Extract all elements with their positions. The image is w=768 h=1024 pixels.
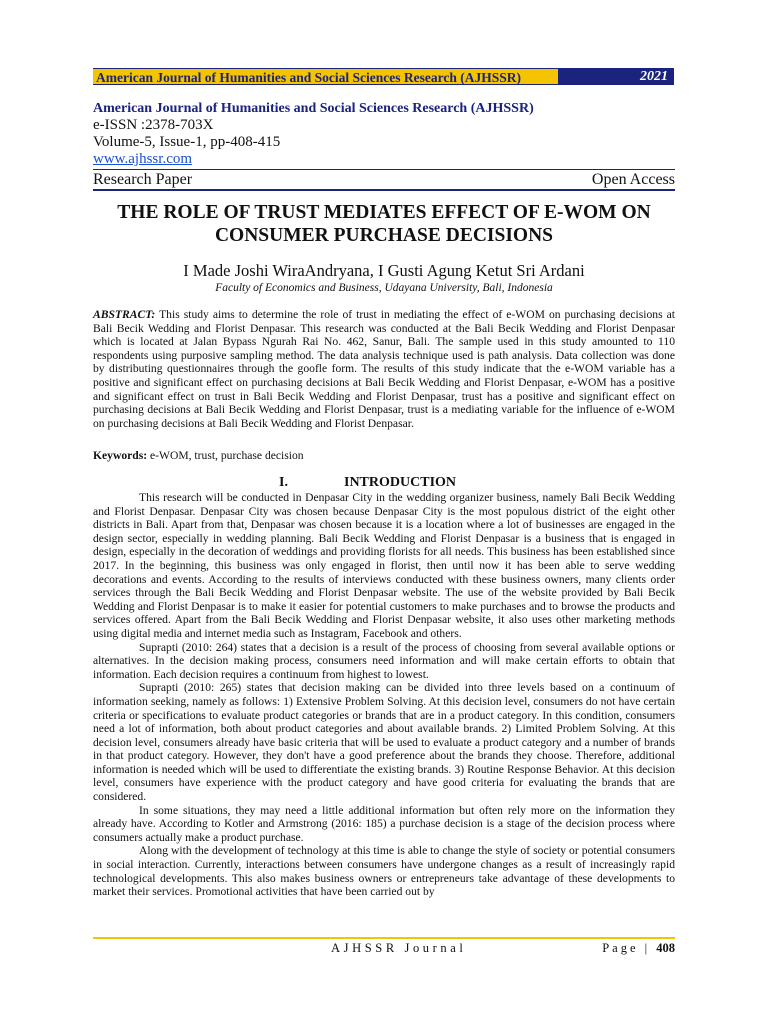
footer-journal: AJHSSR Journal: [331, 941, 467, 955]
abstract: [93, 308, 675, 430]
abstract-label: ABSTRACT:: [93, 308, 156, 321]
paper-type: Research Paper: [93, 171, 193, 188]
paragraph: Suprapti (2010: 265) states that decision making can be divided into three levels based on a continuum of information seeking, namely as follows: 1) Extensive Problem Solving. At this decision level, consumers do not have certain criteria or specifications to evaluate product categories or brands that are in a product category. In this condition, consumers need a lot of information, both about product categories and about available brands. 2) Limited Problem Solving. At this decision level, consumers already have basic criteria that will be used to evaluate a product category and a number of brands in that product category. However, they don't have a good preference about the brands they choose. Therefore, additional information is needed which will be used to differentiate the existing brands. 3) Routine Response Behavior. At this decision level, consumers have experience with the product category and have good criteria for evaluating the brands that are considered.: [93, 681, 675, 804]
running-header: [93, 68, 674, 85]
section-title: INTRODUCTION: [344, 475, 457, 490]
keywords: [93, 449, 675, 463]
paper-authors: I Made Joshi WiraAndryana, I Gusti Agung Ketut Sri Ardani: [183, 261, 585, 280]
running-header-year: 2021: [558, 68, 674, 85]
paragraph: In some situations, they may need a little additional information but often rely more on the information they already have. According to Kotler and Armstrong (2016: 185) a purchase decision is a stage of the decision process where consumers actually make a product purchase.: [93, 803, 675, 844]
footer-page: [602, 941, 675, 956]
paper-title-line-2: CONSUMER PURCHASE DECISIONS: [214, 225, 554, 246]
paper-title: [70, 201, 698, 247]
footer-divider: [93, 937, 675, 939]
keywords-text: e-WOM, trust, purchase decision: [147, 449, 304, 462]
paper-title-line-1: THE ROLE OF TRUST MEDIATES EFFECT OF E-WOM ON: [117, 202, 651, 223]
introduction-body: [93, 491, 675, 899]
access-type: Open Access: [591, 171, 675, 188]
masthead-volume: Volume-5, Issue-1, pp-408-415: [93, 134, 281, 150]
footer-page-label: Page |: [602, 941, 651, 955]
section-number: I.: [279, 475, 288, 490]
journal-website-link[interactable]: www.ajhssr.com: [93, 151, 193, 167]
paragraph: This research will be conducted in Denpasar City in the wedding organizer business, namely Bali Becik Wedding and Florist Denpasar. Denpasar City was chosen because Denpasar City is the most populous district of the eight other districts in Bali. Apart from that, Denpasar was chosen because it is a location where a lot of businesses are engaged in the design sector, especially in wedding planning. Bali Becik Wedding and Florist Denpasar is a business that is engaged in design, especially in the decoration of weddings and providing florists for all needs. This business has been established since 2017. In the beginning, this business was only engaged in florist, then until now it has been able to serve wedding decorations and events. According to the results of interviews conducted with these business owners, many clients order services through the Bali Becik Wedding and Florist Denpasar website. The use of the website provided by Bali Becik Wedding and Florist Denpasar is to make it easier for potential customers to make purchases and to browse the products and services offered. Apart from the Bali Becik Wedding and Florist Denpasar website, it also uses other marketing methods using digital media and internet media such as Instagram, Facebook and others.: [93, 491, 675, 640]
paragraph: Along with the development of technology at this time is able to change the style of society or potential consumers in social interaction. Currently, interactions between consumers have undergone changes as a result of increasingly rapid technological developments. This also makes business owners or entrepreneurs take advantage of these developments to market their services. Promotional activities that have been carried out by: [93, 844, 675, 899]
masthead: [93, 100, 675, 191]
paper-affiliation: Faculty of Economics and Business, Udayana University, Bali, Indonesia: [215, 282, 553, 294]
paragraph: Suprapti (2010: 264) states that a decision is a result of the process of choosing from several available options or alternatives. In the decision making process, consumers need information and will make certain efforts to obtain that information. Each decision requires a continuum from highest to lowest.: [93, 640, 675, 681]
eissn-value: 2378-703X: [145, 117, 214, 133]
running-header-journal: American Journal of Humanities and Social Sciences Research (AJHSSR): [93, 68, 558, 85]
abstract-text: This study aims to determine the role of trust in mediating the effect of e-WOM on purchasing decisions at Bali Becik Wedding and Florist Denpasar. This research was conducted at the Bali Becik Wedding and Florist Denpasar which is located at Jalan Bypass Ngurah Rai No. 462, Sanur, Bali. The sample used in this study amounted to 110 respondents using purposive sampling method. The data analysis technique used is path analysis. Data collection was done by distributing questionnaires through the goofle form. The results of this study indicate that the e-WOM variable has a positive and significant effect on purchasing decisions at Bali Becik Wedding and Florist Denpasar, e-WOM has a positive and significant effect on trust in Bali Becik Wedding and Florist Denpasar, trust has a positive and significant effect on purchasing decisions at Bali Becik Wedding and Florist Denpasar, trust is a mediating variable for the influence of e-WOM on purchasing decisions at Bali Becik Wedding and Florist Denpasar.: [93, 308, 675, 430]
footer-page-number: 408: [656, 941, 675, 955]
keywords-label: Keywords:: [93, 449, 148, 462]
masthead-eissn: [93, 117, 675, 134]
eissn-label: e-ISSN :: [93, 117, 146, 133]
masthead-journal: American Journal of Humanities and Social Sciences Research (AJHSSR): [93, 101, 534, 116]
paper-type-row: [93, 169, 675, 191]
